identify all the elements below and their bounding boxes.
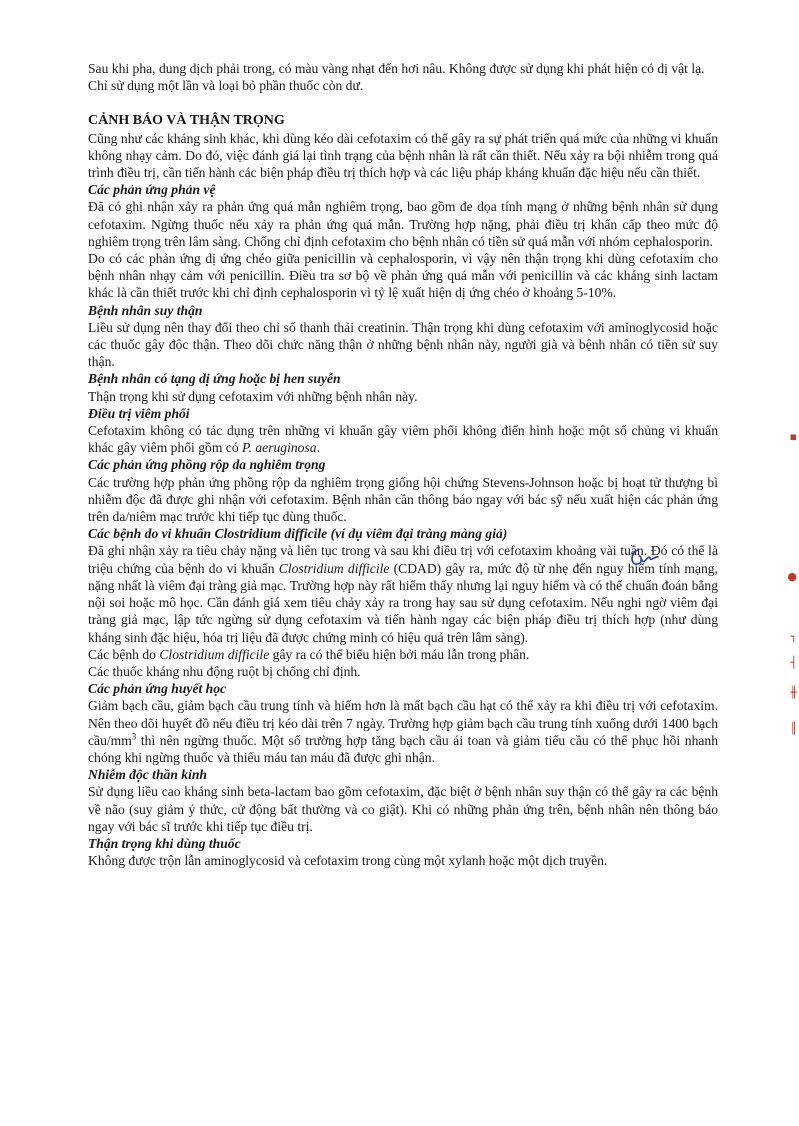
cdad-1-organism: Clostridium difficile	[278, 560, 390, 576]
heading-cdad	[88, 525, 718, 542]
cdad-1b: (CDAD) gây ra, mức độ từ nhẹ đến nguy hiểm tính mạng, nặng nhất là viêm đại tràng giả mạc. Trường hợp này rất hiếm thấy nhưng lại nguy hiểm và có thể chuẩn đoán bằng nội soi hoặc mô học. Cần đánh giá xem tiêu chảy xảy ra trong hay sau sử dụng cefotaxim. Nếu nghi ngờ viêm đại tràng giả mạc, lập tức ngừng sử dụng cefotaxim và tiến hành ngay các biện pháp điều trị thích hợp (như dùng kháng sinh đặc hiệu, hóa trị liệu đã được chứng minh có hiệu quả trên lâm sàng).	[88, 560, 719, 645]
heading-caution: Thận trọng khi dùng thuốc	[88, 835, 241, 851]
cdad-paragraph-2	[88, 646, 718, 663]
skin-paragraph: Các trường hợp phản ứng phồng rộp da nghiêm trọng giống hội chứng Stevens-Johnson hoặc bị hoạt tử thượng bì nhiễm độc đã được ghi nhận với cefotaxim. Bệnh nhân cần thông báo ngay với bác sỹ nếu xuất hiện các phản ứng trên da/niêm mạc trước khi tiếp tục dùng thuốc.	[88, 474, 718, 525]
pneumonia-end: .	[316, 440, 320, 456]
cdad-1a: Đã ghi nhận xảy ra tiêu chảy nặng và liên tục trong và sau khi điều trị với cefotaxim khoảng vài tuần. Đó có thể là triệu chứng của bệnh do vi khuẩn	[88, 543, 718, 576]
heading-cdad-c: (ví dụ viêm đại tràng màng giả)	[327, 526, 508, 542]
section-title: CẢNH BÁO VÀ THẬN TRỌNG	[88, 113, 285, 129]
heading-pneumonia: Điều trị viêm phổi	[88, 405, 190, 421]
heading-cdad-a: Các bệnh do vi khuẩn	[88, 526, 215, 542]
neurotoxicity-paragraph: Sử dụng liều cao kháng sinh beta-lactam bao gồm cefotaxim, đặc biệt ở bệnh nhân suy thận có thể gây ra các bệnh về não (suy giảm ý thức, cử động bất thường và co giật). Khi có những phản ứng trên, bệnh nhân nên thông báo ngay với bác sĩ trước khi tiếp tục điều trị.	[88, 784, 718, 834]
anaphylaxis-paragraph-2: Do có các phản ứng dị ứng chéo giữa penicillin và cephalosporin, vì vậy nên thận trọng khi dùng cefotaxim cho bệnh nhân nhạy cảm với penicillin. Điều tra sơ bộ về phản ứng quá mẫn với penicillin và các kháng sinh lactam khác là cần thiết trước khi chỉ định cephalosporin vì tỷ lệ xuất hiện dị ứng chéo ở khoảng 5-10%.	[88, 251, 718, 301]
margin-mark-icon: ▪	[789, 430, 797, 443]
renal-paragraph: Liều sử dụng nên thay đổi theo chỉ số thanh thải creatinin. Thận trọng khi dùng cefotaxim với aminoglycosid hoặc các thuốc gây độc thận. Theo dõi chức năng thận ở những bệnh nhân này, người già và bệnh nhân có tiền sử suy thận.	[88, 319, 718, 370]
margin-mark-icon: ●	[787, 570, 797, 583]
margin-mark-icon: ║	[790, 722, 797, 735]
hema-b: thì nên ngừng thuốc. Một số trường hợp tăng bạch cầu ái toan và giảm tiểu cầu có thể phục hồi nhanh chóng khi ngừng thuốc và thiếu máu tan máu đã được ghi nhận.	[88, 732, 718, 765]
cdad-paragraph-3: Các thuốc kháng nhu động ruột bị chống chỉ định.	[88, 663, 361, 679]
section-intro: Cũng như các kháng sinh khác, khi dùng kéo dài cefotaxim có thể gây ra sự phát triển quá mức của những vi khuẩn không nhạy cảm. Do đó, việc đánh giá lại tình trạng của bệnh nhân là rất cần thiết. Nếu xảy ra bội nhiễm trong quá trình điều trị, cần tiến hành các biện pháp điều trị thích hợp và các liệu pháp kháng khuẩn đặc hiệu nếu cần thiết.	[88, 130, 718, 181]
heading-anaphylaxis: Các phản ứng phản vệ	[88, 182, 216, 198]
margin-mark-icon: ╫	[790, 686, 797, 699]
margin-stamp-fragment	[785, 430, 799, 750]
pneumonia-paragraph	[88, 422, 718, 456]
anaphylaxis-paragraph-1: Đã có ghi nhận xảy ra phản ứng quá mẫn nghiêm trọng, bao gồm đe dọa tính mạng ở những bệnh nhân sử dụng cefotaxim. Ngừng thuốc nếu xảy ra phản ứng quá mẫn. Trường hợp nặng, phải điều trị khẩn cấp theo mức độ nghiêm trọng trên lâm sàng. Chống chỉ định cefotaxim cho bệnh nhân có tiền sử quá mẫn với nhóm cephalosporin.	[88, 199, 718, 249]
heading-cdad-organism: Clostridium difficile	[214, 526, 328, 542]
heading-neurotoxicity: Nhiễm độc thần kinh	[88, 767, 207, 783]
cdad-2b: gây ra có thể biểu hiện bởi máu lẫn trong phân.	[269, 646, 530, 662]
pneumonia-organism: P. aeruginosa	[242, 440, 317, 456]
heading-renal: Bệnh nhân suy thận	[88, 302, 203, 318]
intro-paragraph-2: Chỉ sử dụng một lần và loại bỏ phần thuốc còn dư.	[88, 78, 364, 94]
cdad-2a: Các bệnh do	[88, 646, 160, 662]
hema-a: Giảm bạch cầu, giảm bạch cầu trung tính và hiếm hơn là mất bạch cầu hạt có thể xảy ra khi điều trị với cefotaxim. Nên theo dõi huyết đồ nếu điều trị kéo dài trên 7 ngày. Trường hợp giảm bạch cầu trung tính xuống dưới 1400 bạch cầu/mm	[88, 698, 718, 748]
intro-paragraph-1: Sau khi pha, dung dịch phải trong, có màu vàng nhạt đến hơi nâu. Không được sử dụng khi phát hiện có dị vật lạ.	[88, 61, 705, 76]
allergy-paragraph: Thận trọng khi sử dụng cefotaxim với những bệnh nhân này.	[88, 388, 418, 404]
document-body	[88, 60, 718, 869]
margin-mark-icon: ┐	[790, 630, 797, 643]
hema-superscript: 3	[131, 731, 137, 742]
heading-allergy: Bệnh nhân có tạng dị ứng hoặc bị hen suyễn	[88, 371, 341, 387]
caution-paragraph: Không được trộn lẫn aminoglycosid và cefotaxim trong cùng một xylanh hoặc một dịch truyền.	[88, 853, 608, 869]
hematologic-paragraph	[88, 697, 718, 766]
spacer	[88, 94, 718, 112]
cdad-2-organism: Clostridium difficile	[159, 646, 270, 662]
pneumonia-text: Cefotaxim không có tác dụng trên những vi khuẩn gây viêm phổi không điển hình hoặc một số chủng vi khuẩn khác gây viêm phổi gồm có	[88, 423, 718, 456]
handwritten-signature-icon	[624, 544, 664, 574]
heading-skin: Các phản ứng phồng rộp da nghiêm trọng	[88, 457, 326, 473]
margin-mark-icon: ┤	[790, 656, 797, 669]
heading-hematologic: Các phản ứng huyết học	[88, 681, 227, 697]
